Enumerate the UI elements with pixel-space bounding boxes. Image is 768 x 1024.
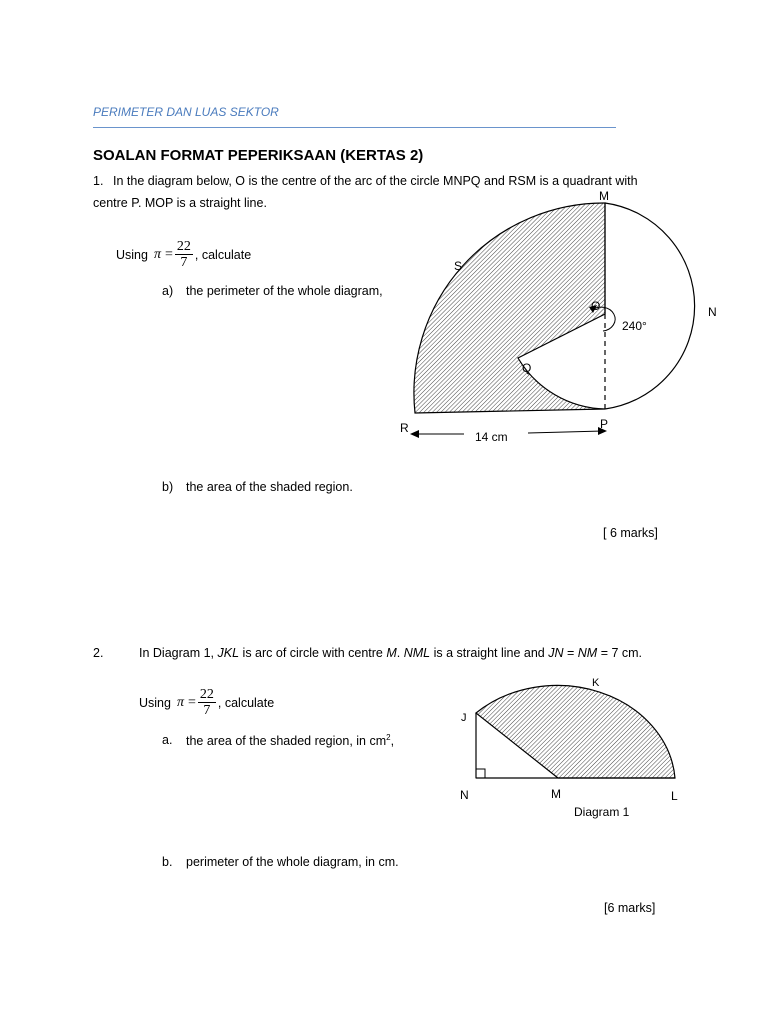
q2-label-l: L bbox=[671, 789, 678, 803]
q2-text-part: = 7 cm. bbox=[597, 646, 643, 660]
q2-label-j: J bbox=[461, 712, 467, 724]
equals-sign: = bbox=[164, 246, 173, 262]
q1-label-m: M bbox=[599, 189, 609, 203]
q1-text-line1: In the diagram below, O is the centre of the arc of the circle MNPQ and RSM is a quadrant with bbox=[113, 174, 638, 188]
section-title: SOALAN FORMAT PEPERIKSAAN (KERTAS 2) bbox=[93, 147, 424, 164]
q1-label-o: O bbox=[591, 299, 601, 313]
q1-part-b-text: the area of the shaded region. bbox=[186, 480, 353, 494]
q2-text-segment-jn: JN bbox=[548, 646, 564, 660]
q1-number: 1. bbox=[93, 174, 104, 188]
q2-right-angle-marker bbox=[476, 769, 485, 778]
q1-marks: [ 6 marks] bbox=[603, 526, 658, 540]
q2-text-part: is arc of circle with centre bbox=[239, 646, 387, 660]
q1-part-a-text: the perimeter of the whole diagram, bbox=[186, 284, 383, 298]
q2-text-segment-nm: NM bbox=[577, 646, 598, 660]
q1-length-label: 14 cm bbox=[475, 430, 508, 444]
q2-using-prefix: Using bbox=[139, 695, 171, 710]
q2-using-suffix: , calculate bbox=[217, 695, 275, 710]
q2-part-a-label: a. bbox=[162, 733, 173, 747]
pi-symbol: π bbox=[176, 694, 184, 710]
q1-label-s: S bbox=[454, 259, 463, 273]
q2-text-part: is a straight line and bbox=[430, 646, 549, 660]
q2-diagram-caption: Diagram 1 bbox=[574, 805, 630, 819]
q1-label-q: Q bbox=[522, 361, 532, 375]
q1-using-suffix: , calculate bbox=[194, 247, 252, 262]
q2-text-centre-name: M bbox=[386, 646, 397, 660]
q2-part-b-text: perimeter of the whole diagram, in cm. bbox=[186, 855, 399, 869]
q2-text-part: In Diagram 1, bbox=[139, 646, 218, 660]
q2-label-m: M bbox=[551, 787, 561, 801]
q2-text-part: . bbox=[396, 646, 404, 660]
q2-shaded-region bbox=[476, 685, 675, 778]
q2-marks: [6 marks] bbox=[604, 901, 656, 915]
fraction-numerator: 22 bbox=[176, 239, 191, 254]
document-header-title: PERIMETER DAN LUAS SEKTOR bbox=[93, 105, 279, 119]
q1-part-a-label: a) bbox=[162, 284, 174, 298]
pi-symbol: π bbox=[153, 246, 161, 262]
q2-number: 2. bbox=[93, 646, 104, 660]
q2-label-n: N bbox=[460, 788, 469, 802]
q2-text-line-name: NML bbox=[403, 646, 431, 660]
q1-part-b-label: b) bbox=[162, 480, 174, 494]
q2-label-k: K bbox=[592, 677, 600, 689]
q2-text-arc-name: JKL bbox=[217, 646, 240, 660]
fraction-numerator: 22 bbox=[199, 687, 214, 702]
q1-using-prefix: Using bbox=[116, 247, 148, 262]
q2-part-b-label: b. bbox=[162, 855, 173, 869]
equals-sign: = bbox=[187, 694, 196, 710]
q2-part-a-text: the area of the shaded region, in cm bbox=[186, 734, 387, 749]
q1-text-line2: centre P. MOP is a straight line. bbox=[93, 196, 267, 210]
q1-label-n: N bbox=[708, 305, 717, 319]
q1-label-p: P bbox=[600, 417, 609, 431]
fraction-denominator: 7 bbox=[180, 255, 188, 270]
q2-part-a-sup: 2 bbox=[386, 733, 391, 742]
q1-label-r: R bbox=[400, 421, 409, 435]
q2-text-part: = bbox=[563, 646, 578, 660]
fraction-denominator: 7 bbox=[203, 703, 211, 718]
q1-angle-label: 240° bbox=[622, 319, 647, 333]
q2-part-a-end: , bbox=[390, 734, 395, 749]
